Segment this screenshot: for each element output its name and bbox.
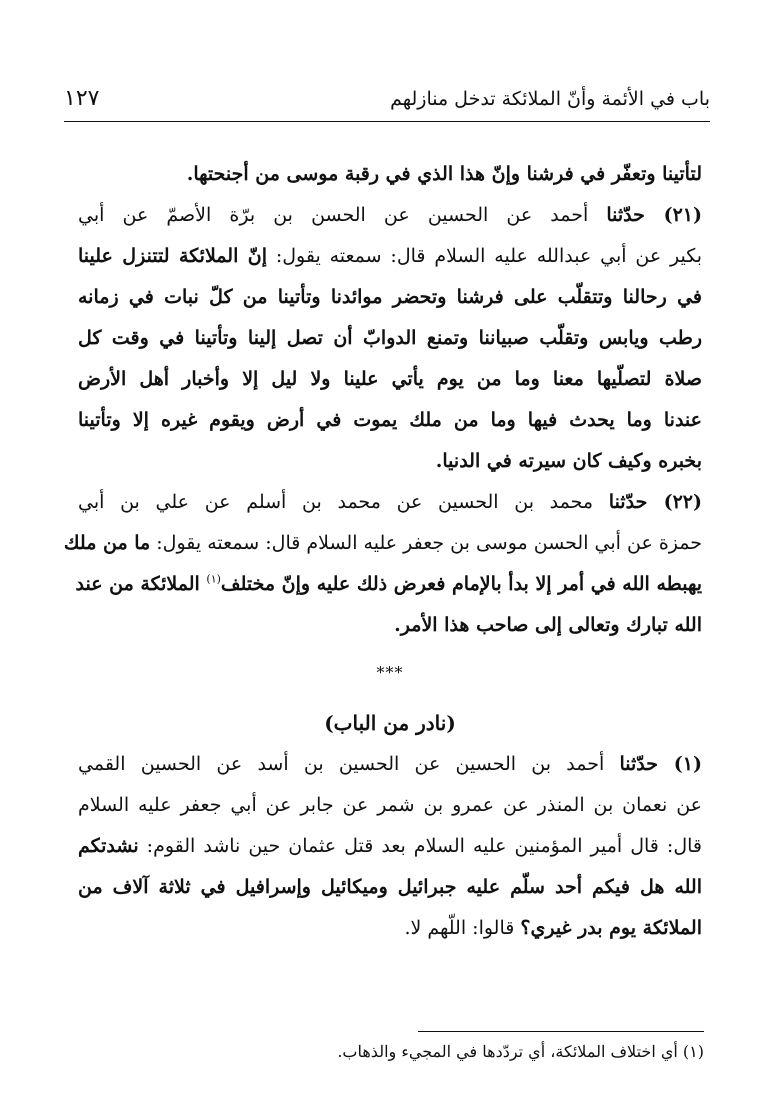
text-segment: نشدتكم: [78, 835, 139, 857]
text-line: [78, 826, 702, 867]
text-line: [78, 154, 702, 195]
text-segment: (نادر من الباب): [324, 711, 456, 735]
section-heading: [78, 703, 702, 744]
header-rule: [64, 121, 710, 122]
text-line: [78, 318, 702, 359]
text-segment: أحمد عن الحسين عن الحسن بن برّة الأصمّ عن أبي: [78, 204, 607, 226]
text-segment: عندنا وما يحدث فيها وما من ملك يموت في أرض ويقوم غيره إلا وتأتينا: [78, 409, 702, 431]
text-segment: ما من ملك: [63, 532, 151, 554]
text-segment: حمزة عن أبي الحسن موسى بن جعفر عليه السلام قال: سمعته يقول:: [150, 532, 702, 554]
text-segment: أحمد بن الحسين عن الحسين بن أسد عن الحسين القمي: [78, 753, 620, 775]
separator-stars: ***: [376, 663, 404, 682]
text-line: [75, 564, 702, 605]
text-line: [78, 441, 702, 482]
text-line: [78, 277, 702, 318]
text-segment: بخبره وكيف كان سيرته في الدنيا.: [435, 450, 702, 472]
text-line: [78, 867, 702, 908]
text-segment: رطب ويابس وتقلّب صبياننا وتمنع الدوابّ أن تصل إلينا وتأتينا في وقت كل: [78, 327, 702, 349]
text-line: [78, 605, 702, 646]
text-segment: (٢٢) حدّثنا: [608, 491, 702, 513]
text-segment: لتأتينا وتعفّر في فرشنا وإنّ هذا الذي في رقبة موسى من أجنحتها.: [186, 163, 702, 185]
text-line: [78, 785, 702, 826]
text-body: [63, 154, 702, 949]
text-line: [78, 195, 702, 236]
text-segment: عن نعمان بن المنذر عن عمرو بن شمر عن جابر عن أبي جعفر عليه السلام: [78, 794, 702, 816]
text-line: [78, 400, 702, 441]
text-segment: الله تبارك وتعالى إلى صاحب هذا الأمر.: [394, 614, 702, 636]
footnote-marker: (١): [206, 572, 221, 586]
page-number: ١٢٧: [64, 86, 100, 111]
text-segment: (٢١) حدّثنا: [606, 204, 702, 226]
text-line: [78, 236, 702, 277]
chapter-title: باب في الأئمة وأنّ الملائكة تدخل منازلهم: [390, 88, 710, 110]
footnote: (١) أي اختلاف الملائكة، أي تردّدها في المجيء والذهاب.: [337, 1042, 704, 1061]
text-segment: (١) حدّثنا: [619, 753, 702, 775]
text-segment: إنّ الملائكة لتتنزل علينا: [78, 245, 267, 267]
text-segment: الملائكة يوم بدر غيري؟: [520, 917, 702, 939]
text-line: [78, 908, 702, 949]
text-segment: بكير عن أبي عبدالله عليه السلام قال: سمعته يقول:: [267, 245, 702, 267]
text-segment: صلاة لتصلّيها معنا وما من يوم يأتي علينا ولا ليل إلا وأخبار أهل الأرض: [78, 368, 702, 390]
text-segment: قالوا: اللّهم لا.: [404, 917, 521, 939]
text-line: [78, 744, 702, 785]
text-segment: الله هل فيكم أحد سلّم عليه جبرائيل وميكائيل وإسرافيل في ثلاثة آلاف من: [78, 876, 702, 898]
page-header: [64, 82, 710, 122]
text-segment: محمد بن الحسين عن محمد بن أسلم عن علي بن أبي: [78, 491, 609, 513]
text-line: [63, 523, 702, 564]
section-separator: [78, 652, 702, 693]
text-line: [78, 359, 702, 400]
text-segment: قال: قال أمير المؤمنين عليه السلام بعد قتل عثمان حين ناشد القوم:: [138, 835, 702, 857]
text-segment: الملائكة من عند: [75, 573, 207, 595]
text-segment: يهبطه الله في أمر إلا بدأ بالإمام فعرض ذلك عليه وإنّ مختلف: [220, 573, 702, 595]
text-line: [78, 482, 702, 523]
footnote-rule: [418, 1031, 704, 1032]
text-segment: في رحالنا وتتقلّب على فرشنا وتحضر موائدنا وتأتينا من كلّ نبات في زمانه: [78, 286, 702, 308]
